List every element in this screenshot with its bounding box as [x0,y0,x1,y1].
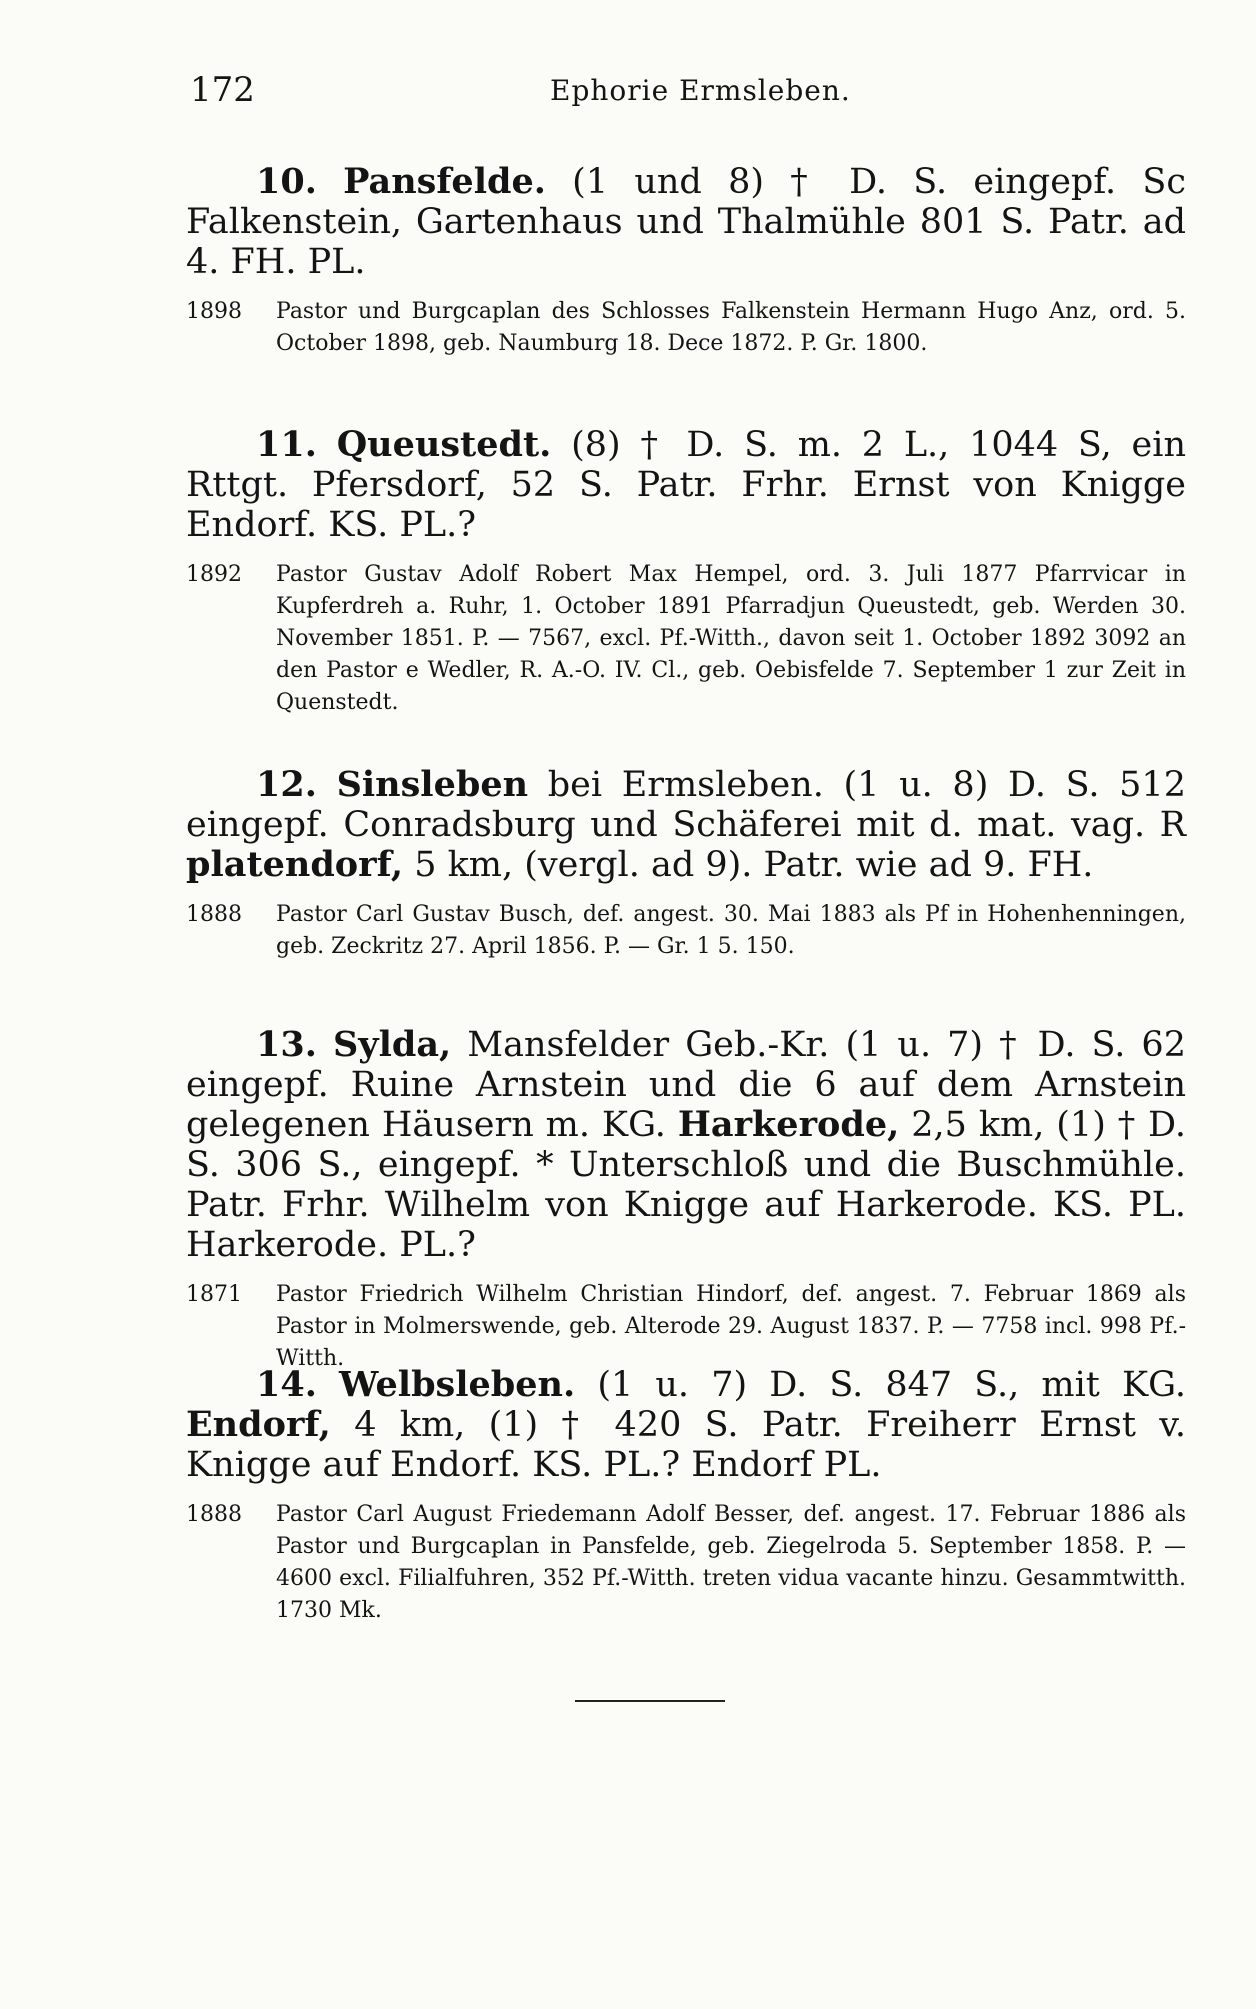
pastor-text: Pastor Gustav Adolf Robert Max Hempel, ord. 3. Juli 1877 Pfarrvicar in Kupferdreh a. Ruhr, 1. October 1891 Pfarradjun Queustedt, geb. Werden 30. November 1851. P. — 7567, excl. Pf.-Witth., davon seit 1. October 1892 3092 an den Pastor e Wedler, R. A.-O. IV. Cl., geb. Oebisfelde 7. September 1 zur Zeit in Quenstedt. [276,562,1186,715]
pastor-text: Pastor Carl August Friedemann Adolf Besser, def. angest. 17. Februar 1886 als Pastor und Burgcaplan in Pansfelde, geb. Ziegelroda 5. September 1858. P. — 4600 excl. Filialfuhren, 352 Pf.-Witth. treten vidua vacante hinzu. Gesammtwitth. 1730 Mk. [276,1502,1186,1623]
entry-number: 10. [256,161,317,202]
pastor-text: Pastor Carl Gustav Busch, def. angest. 30. Mai 1883 als Pf in Hohenhenningen, geb. Zeckritz 27. April 1856. P. — Gr. 1 5. 150. [276,902,1186,959]
entry-heading [186,1365,1186,1485]
entry-description-cont: 2,5 km, (1) † D. S. 306 S., eingepf. * Unterschloß und die Buschmühle. Patr. Frhr. Wilhelm von Knigge auf Harkerode. KS. PL. Harkerode. PL.? [186,1105,1186,1265]
pastor-year: 1871 [186,1282,242,1307]
pastor-year: 1892 [186,562,242,587]
pastor-year: 1888 [186,1502,242,1527]
entry-number: 14. [256,1364,317,1405]
entry-place: Queustedt. [336,424,552,465]
entry-place: Pansfelde. [343,161,546,202]
entry-description: (8) † D. S. m. 2 L., 1044 S, ein Rttgt. Pfersdorf, 52 S. Patr. Frhr. Ernst von Knigge Endorf. KS. PL.? [186,425,1186,545]
entry-description: bei Ermsleben. (1 u. 8) D. S. 512 eingepf. Conradsburg und Schäferei mit d. mat. vag. R [186,765,1186,845]
running-head: Ephorie Ermsleben. [550,74,851,107]
entry-description-cont: 5 km, (vergl. ad 9). Patr. wie ad 9. FH. [414,845,1094,885]
entry-description-cont: 4 km, (1) † 420 S. Patr. Freiherr Ernst v. Knigge auf Endorf. KS. PL.? Endorf PL. [186,1405,1186,1485]
entry-number: 12. [256,764,317,805]
entry-description: Mansfelder Geb.-Kr. (1 u. 7) † D. S. 62 eingepf. Ruine Arnstein und die 6 auf dem Arnstein gelegenen Häusern m. KG. [186,1025,1186,1145]
entry-heading [186,162,1186,282]
pastor-note [186,899,1186,963]
pastor-note [186,1499,1186,1627]
entry-heading [186,765,1186,885]
pastor-year: 1888 [186,902,242,927]
entry-place: Sinsleben [336,764,529,805]
pastor-note [186,559,1186,719]
entry-heading [186,1025,1186,1265]
page-header [190,70,1090,120]
pastor-text: Pastor und Burgcaplan des Schlosses Falkenstein Hermann Hugo Anz, ord. 5. October 1898, geb. Naumburg 18. Dece 1872. P. Gr. 1800. [276,299,1186,356]
section-divider [575,1700,725,1702]
entry-subplace: Harkerode, [677,1104,900,1145]
pastor-text: Pastor Friedrich Wilhelm Christian Hindorf, def. angest. 7. Februar 1869 als Pastor in Molmerswende, geb. Alterode 29. August 1837. P. — 7758 incl. 998 Pf.-Witth. [276,1282,1186,1371]
parish-entry-sylda [186,1025,1186,1375]
pastor-note [186,1279,1186,1375]
entry-number: 11. [256,424,317,465]
entry-description: (1 und 8) † D. S. eingepf. Sc Falkenstein, Gartenhaus und Thalmühle 801 S. Patr. ad 4. FH. PL. [186,162,1186,282]
entry-description: (1 u. 7) D. S. 847 S., mit KG. [597,1365,1186,1405]
pastor-note [186,296,1186,360]
pastor-year: 1898 [186,299,242,324]
entry-place: Welbsleben. [339,1364,576,1405]
entry-subplace: Endorf, [186,1404,331,1445]
page-number: 172 [190,70,255,110]
entry-number: 13. [256,1024,317,1065]
parish-entry-sinsleben [186,765,1186,963]
parish-entry-queustedt [186,425,1186,719]
entry-subplace: platendorf, [186,844,404,885]
parish-entry-pansfelde [186,162,1186,360]
entry-place: Sylda, [332,1024,452,1065]
entry-heading [186,425,1186,545]
parish-entry-welbsleben [186,1365,1186,1627]
